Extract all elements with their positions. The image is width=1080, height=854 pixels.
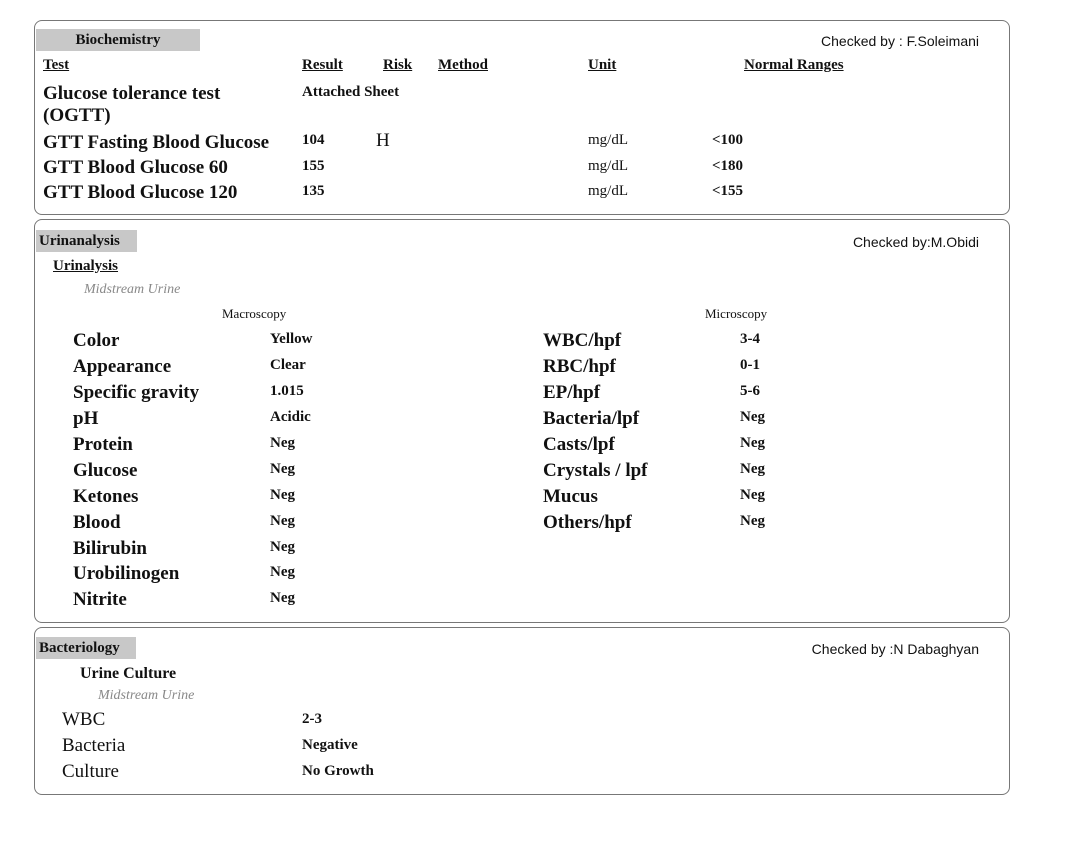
micro-value: Neg — [740, 409, 765, 425]
urinanalysis-checked-by: Checked by:M.Obidi — [852, 234, 979, 250]
micro-name: EP/hpf — [543, 382, 601, 403]
macro-value: Neg — [270, 435, 295, 451]
culture-name: Culture — [62, 761, 119, 782]
macro-value: Neg — [270, 461, 295, 477]
micro-name: RBC/hpf — [543, 356, 616, 377]
ogtt-result: Attached Sheet — [302, 84, 400, 100]
header-unit: Unit — [588, 57, 617, 73]
culture-value: Negative — [302, 737, 358, 753]
micro-name: Others/hpf — [543, 512, 632, 533]
micro-value: 0-1 — [740, 357, 760, 373]
macro-name: Bilirubin — [73, 538, 147, 559]
test-result: 104 — [302, 132, 325, 148]
macro-name: Ketones — [73, 486, 139, 507]
macro-value: Neg — [270, 564, 295, 580]
culture-name: WBC — [62, 709, 106, 730]
test-risk-flag: H — [376, 130, 390, 151]
urine-culture-subtitle: Urine Culture — [80, 665, 177, 682]
macro-value: Neg — [270, 539, 295, 555]
macro-value: Yellow — [270, 331, 313, 347]
macro-name: Color — [73, 330, 120, 351]
ogtt-label-line2: (OGTT) — [43, 105, 111, 126]
macro-name: Appearance — [73, 356, 172, 377]
test-result: 155 — [302, 158, 325, 174]
biochemistry-checked-by: Checked by : F.Soleimani — [821, 33, 979, 49]
test-unit: mg/dL — [588, 158, 628, 174]
macro-name: Protein — [73, 434, 133, 455]
test-name: GTT Blood Glucose 60 — [43, 157, 228, 178]
macro-name: Specific gravity — [73, 382, 200, 403]
microscopy-label: Microscopy — [705, 306, 768, 321]
micro-value: Neg — [740, 513, 765, 529]
micro-name: Casts/lpf — [543, 434, 615, 455]
biochemistry-panel — [34, 20, 1010, 215]
micro-name: Mucus — [543, 486, 598, 507]
micro-name: Crystals / lpf — [543, 460, 648, 481]
micro-value: 3-4 — [740, 331, 760, 347]
header-method: Method — [438, 57, 488, 73]
micro-value: 5-6 — [740, 383, 760, 399]
micro-value: Neg — [740, 461, 765, 477]
urinanalysis-title: Urinanalysis — [36, 230, 137, 252]
urinanalysis-panel — [34, 219, 1010, 623]
bacteriology-checked-by: Checked by :N Dabaghyan — [811, 641, 979, 657]
bacteriology-panel — [34, 627, 1010, 795]
macro-name: pH — [73, 408, 99, 429]
test-name: GTT Blood Glucose 120 — [43, 182, 238, 203]
macro-value: 1.015 — [270, 383, 304, 399]
macro-value: Neg — [270, 487, 295, 503]
header-result: Result — [302, 57, 343, 73]
bacteriology-title: Bacteriology — [36, 637, 136, 659]
macro-name: Urobilinogen — [73, 563, 180, 584]
culture-specimen: Midstream Urine — [98, 688, 195, 703]
culture-value: No Growth — [302, 763, 374, 779]
micro-name: WBC/hpf — [543, 330, 622, 351]
test-name: GTT Fasting Blood Glucose — [43, 132, 270, 153]
culture-value: 2-3 — [302, 711, 322, 727]
test-unit: mg/dL — [588, 132, 628, 148]
test-normal-range: <100 — [712, 132, 744, 148]
macro-name: Blood — [73, 512, 121, 533]
test-normal-range: <180 — [712, 158, 744, 174]
header-test: Test — [43, 57, 70, 73]
macro-value: Acidic — [270, 409, 311, 425]
macro-name: Glucose — [73, 460, 138, 481]
macro-value: Neg — [270, 513, 295, 529]
urinalysis-subtitle: Urinalysis — [53, 258, 119, 274]
ogtt-label-line1: Glucose tolerance test — [43, 83, 221, 104]
macroscopy-label: Macroscopy — [222, 306, 287, 321]
header-normal-ranges: Normal Ranges — [744, 57, 844, 73]
header-risk: Risk — [383, 57, 413, 73]
test-normal-range: <155 — [712, 183, 744, 199]
macro-name: Nitrite — [73, 589, 127, 610]
test-result: 135 — [302, 183, 325, 199]
micro-value: Neg — [740, 487, 765, 503]
macro-value: Clear — [270, 357, 306, 373]
macro-value: Neg — [270, 590, 295, 606]
micro-name: Bacteria/lpf — [543, 408, 640, 429]
micro-value: Neg — [740, 435, 765, 451]
biochemistry-title: Biochemistry — [36, 29, 200, 51]
test-unit: mg/dL — [588, 183, 628, 199]
culture-name: Bacteria — [62, 735, 126, 756]
urinalysis-specimen: Midstream Urine — [84, 282, 181, 297]
